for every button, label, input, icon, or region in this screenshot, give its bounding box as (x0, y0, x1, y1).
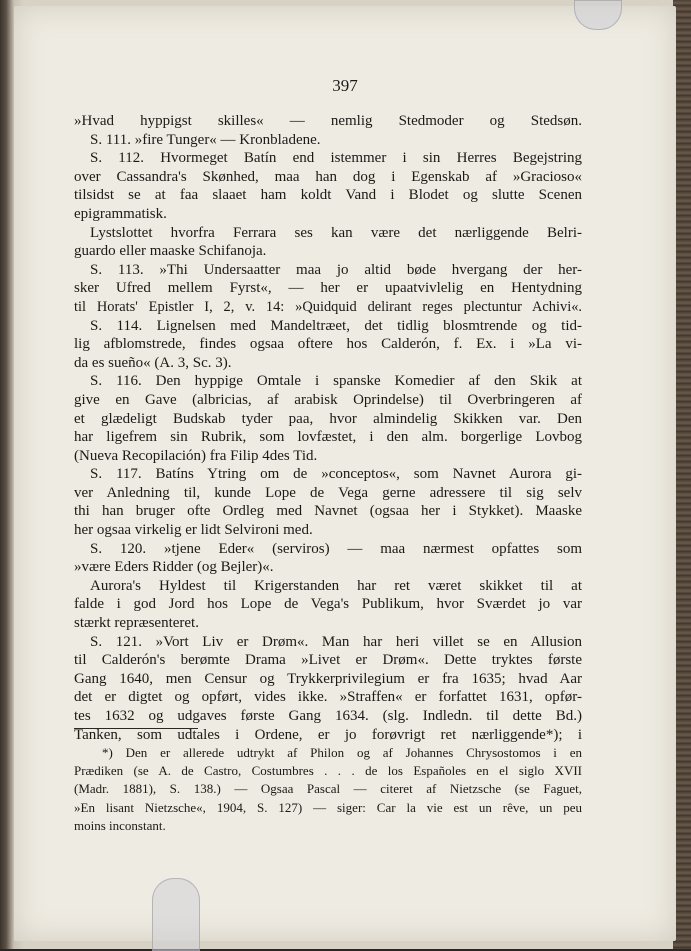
text-line: S. 120. »tjene Eder« (serviros) — maa nærmest opfattes som (90, 540, 582, 557)
text-line: stærkt repræsenteret. (74, 615, 199, 632)
body-text (74, 112, 582, 744)
text-line: har ligefrem sin Rubrik, som lovfæstet, i den alm. borgerlige Lovbog (74, 429, 582, 446)
text-line: falde i god Jord hos Lope de Vega's Publikum, hvor Sværdet jo var (74, 596, 582, 613)
text-line: S. 114. Lignelsen med Mandeltræet, det tidlig blosmtrende og tid- (90, 317, 582, 334)
footnote-line: *) Den er allerede udtrykt af Philon og af Johannes Chrysostomos i en (102, 745, 582, 760)
text-line: her ogsaa virkelig er lidt Selvironi med. (74, 522, 313, 539)
footnote-divider (74, 728, 198, 729)
text-line: et glædeligt Budskab tyder paa, hvor almindelig Skikken var. Den (74, 410, 582, 427)
text-line: da es sueño« (A. 3, Sc. 3). (74, 354, 232, 371)
footnote (74, 744, 582, 835)
text-line: tes 1632 og udgaves første Gang 1634. (slg. Indledn. til dette Bd.) (74, 708, 582, 724)
text-line: thi han bruger ofte Ordleg med Navnet (ogsaa her i Stykket). Maaske (74, 503, 582, 520)
footnote-line: moins inconstant. (74, 817, 166, 833)
text-line: (Nueva Recopilación) fra Filip 4des Tid. (74, 447, 318, 464)
text-line: S. 117. Batíns Ytring om de »conceptos«, som Navnet Aurora gi- (90, 466, 582, 483)
text-line: S. 111. »fire Tunger« — Kronbladene. (90, 131, 321, 148)
text-line: til Horats' Epistler I, 2, v. 14: »Quidquid delirant reges plectuntur Achivi«. (74, 298, 582, 315)
text-line: over Cassandra's Skønhed, maa han dog i Egenskab af »Gracioso« (74, 168, 582, 185)
scanner-clip-bottom (152, 878, 200, 951)
footnote-line: (Madr. 1881), S. 138.) — Ogsaa Pascal — citeret af Nietzsche (se Faguet, (74, 781, 582, 797)
text-line: til Calderón's berømte Drama »Livet er Drøm«. Dette tryktes første (74, 652, 582, 669)
text-line: Tanken, som udtales i Ordene, er jo forøvrigt ret nærliggende*); i (74, 726, 582, 743)
text-line: Gang 1640, men Censur og Trykkerprivilegium er fra 1635; hvad Aar (74, 670, 582, 687)
text-line: give en Gave (albricias, af arabisk Oprindelse) til Overbringeren af (74, 391, 582, 408)
text-line: Aurora's Hyldest til Krigerstanden har ret været skikket til at (90, 577, 582, 594)
text-line: S. 113. »Thi Undersaatter maa jo altid bøde hvergang der her- (90, 261, 582, 278)
text-line: lig afblomstrede, findes ogsaa oftere hos Calderón, f. Ex. i »La vi- (74, 336, 582, 353)
text-line: S. 116. Den hyppige Omtale i spanske Komedier af den Skik at (90, 373, 582, 390)
text-line: det er digtet og opført, vides ikke. »Straffen« er forfattet 1631, opfør- (74, 689, 582, 706)
text-line: »være Eders Ridder (og Bejler)«. (74, 559, 274, 576)
text-line: S. 112. Hvormeget Batín end istemmer i sin Herres Begejstring (90, 150, 582, 167)
text-line: tilsidst se at faa slaaet ham koldt Vand i Blodet og slutte Scenen (74, 187, 582, 204)
text-line: epigrammatisk. (74, 205, 167, 222)
text-line: Lystslottet hvorfra Ferrara ses kan være det nærliggende Belri- (90, 224, 582, 241)
text-line: »Hvad hyppigst skilles« — nemlig Stedmoder og Stedsøn. (74, 113, 582, 129)
book-page (14, 6, 676, 941)
footnote-line: Prædiken (se A. de Castro, Costumbres . . . de los Españoles en el siglo XVII (74, 763, 582, 779)
text-line: sker Ufred mellem Fyrst«, — her er upaatvivlelig en Hentydning (74, 280, 582, 297)
text-line: S. 121. »Vort Liv er Drøm«. Man har heri villet se en Allusion (90, 633, 582, 650)
text-line: ver Anledning til, kunde Lope de Vega gerne adressere til sig selv (74, 484, 582, 501)
text-line: guardo eller maaske Schifanoja. (74, 243, 267, 260)
page-number: 397 (332, 76, 358, 95)
footnote-line: »En lisant Nietzsche«, 1904, S. 127) — siger: Car la vie est un rêve, un peu (74, 799, 582, 815)
